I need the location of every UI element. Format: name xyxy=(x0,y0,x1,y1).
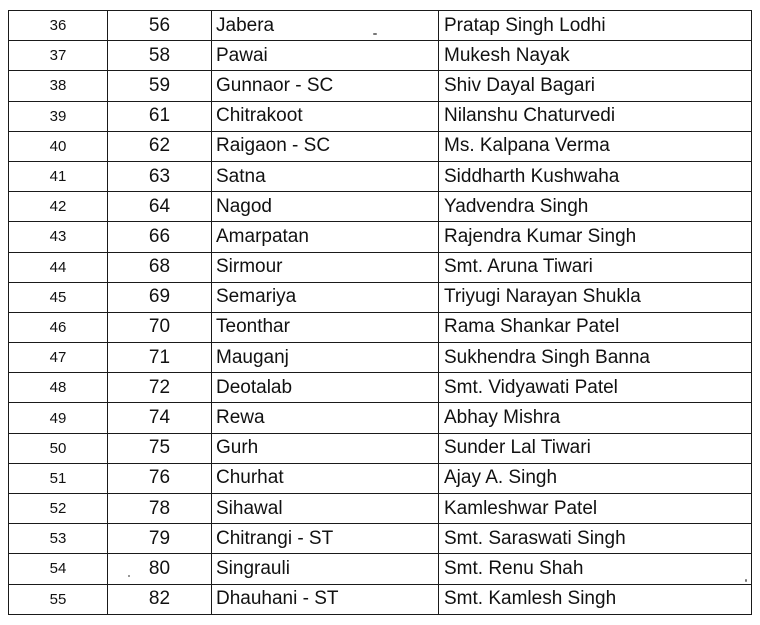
ac-number-cell: 64 xyxy=(108,192,212,222)
ac-number-cell: 71 xyxy=(108,343,212,373)
serial-number-cell: 45 xyxy=(9,282,108,312)
serial-number-cell: 43 xyxy=(9,222,108,252)
table-row xyxy=(9,41,752,71)
scan-speck xyxy=(128,575,130,577)
constituency-cell: Chitrakoot xyxy=(212,101,439,131)
ac-number-cell: 82 xyxy=(108,584,212,614)
ac-number-cell: 79 xyxy=(108,524,212,554)
candidate-name-cell: Abhay Mishra xyxy=(439,403,752,433)
constituency-cell: Rewa xyxy=(212,403,439,433)
serial-number-cell: 44 xyxy=(9,252,108,282)
candidate-name-cell: Sukhendra Singh Banna xyxy=(439,343,752,373)
candidate-name-cell: Kamleshwar Patel xyxy=(439,494,752,524)
ac-number-cell: 56 xyxy=(108,11,212,41)
candidate-name-cell: Siddharth Kushwaha xyxy=(439,161,752,191)
table-row xyxy=(9,71,752,101)
candidate-table xyxy=(8,10,752,615)
constituency-cell: Deotalab xyxy=(212,373,439,403)
constituency-cell: Pawai xyxy=(212,41,439,71)
ac-number-cell: 58 xyxy=(108,41,212,71)
ac-number-cell: 74 xyxy=(108,403,212,433)
ac-number-cell: 66 xyxy=(108,222,212,252)
ac-number-cell: 80 xyxy=(108,554,212,584)
candidate-table-body xyxy=(9,11,752,615)
candidate-name-cell: Shiv Dayal Bagari xyxy=(439,71,752,101)
constituency-cell: Gurh xyxy=(212,433,439,463)
serial-number-cell: 48 xyxy=(9,373,108,403)
serial-number-cell: 49 xyxy=(9,403,108,433)
ac-number-cell: 63 xyxy=(108,161,212,191)
serial-number-cell: 39 xyxy=(9,101,108,131)
table-row xyxy=(9,222,752,252)
table-row xyxy=(9,584,752,614)
constituency-cell: Dhauhani - ST xyxy=(212,584,439,614)
candidate-name-cell: Smt. Saraswati Singh xyxy=(439,524,752,554)
candidate-name-cell: Mukesh Nayak xyxy=(439,41,752,71)
serial-number-cell: 52 xyxy=(9,494,108,524)
ac-number-cell: 59 xyxy=(108,71,212,101)
serial-number-cell: 53 xyxy=(9,524,108,554)
candidate-name-cell: Ajay A. Singh xyxy=(439,463,752,493)
table-row xyxy=(9,433,752,463)
constituency-cell: Satna xyxy=(212,161,439,191)
ac-number-cell: 61 xyxy=(108,101,212,131)
candidate-list-sheet xyxy=(8,10,752,615)
candidate-name-cell: Nilanshu Chaturvedi xyxy=(439,101,752,131)
table-row xyxy=(9,11,752,41)
candidate-name-cell: Triyugi Narayan Shukla xyxy=(439,282,752,312)
serial-number-cell: 38 xyxy=(9,71,108,101)
constituency-cell: Mauganj xyxy=(212,343,439,373)
constituency-cell: Singrauli xyxy=(212,554,439,584)
serial-number-cell: 40 xyxy=(9,131,108,161)
table-row xyxy=(9,373,752,403)
serial-number-cell: 36 xyxy=(9,11,108,41)
candidate-name-cell: Sunder Lal Tiwari xyxy=(439,433,752,463)
serial-number-cell: 55 xyxy=(9,584,108,614)
constituency-cell: Sihawal xyxy=(212,494,439,524)
table-row xyxy=(9,282,752,312)
serial-number-cell: 46 xyxy=(9,312,108,342)
candidate-name-cell: Smt. Vidyawati Patel xyxy=(439,373,752,403)
candidate-name-cell: Pratap Singh Lodhi xyxy=(439,11,752,41)
serial-number-cell: 51 xyxy=(9,463,108,493)
table-row xyxy=(9,101,752,131)
constituency-cell: Semariya xyxy=(212,282,439,312)
constituency-cell: Amarpatan xyxy=(212,222,439,252)
ac-number-cell: 76 xyxy=(108,463,212,493)
scan-speck xyxy=(373,33,377,35)
serial-number-cell: 41 xyxy=(9,161,108,191)
table-row xyxy=(9,343,752,373)
ac-number-cell: 72 xyxy=(108,373,212,403)
serial-number-cell: 47 xyxy=(9,343,108,373)
table-row xyxy=(9,312,752,342)
candidate-name-cell: Smt. Renu Shah xyxy=(439,554,752,584)
serial-number-cell: 37 xyxy=(9,41,108,71)
serial-number-cell: 54 xyxy=(9,554,108,584)
serial-number-cell: 42 xyxy=(9,192,108,222)
table-row xyxy=(9,252,752,282)
ac-number-cell: 68 xyxy=(108,252,212,282)
table-row xyxy=(9,403,752,433)
constituency-cell: Nagod xyxy=(212,192,439,222)
table-row xyxy=(9,463,752,493)
table-row xyxy=(9,192,752,222)
constituency-cell: Teonthar xyxy=(212,312,439,342)
ac-number-cell: 69 xyxy=(108,282,212,312)
candidate-name-cell: Yadvendra Singh xyxy=(439,192,752,222)
constituency-cell: Sirmour xyxy=(212,252,439,282)
constituency-cell: Churhat xyxy=(212,463,439,493)
constituency-cell: Jabera xyxy=(212,11,439,41)
candidate-name-cell: Ms. Kalpana Verma xyxy=(439,131,752,161)
constituency-cell: Chitrangi - ST xyxy=(212,524,439,554)
table-row xyxy=(9,161,752,191)
ac-number-cell: 62 xyxy=(108,131,212,161)
ac-number-cell: 78 xyxy=(108,494,212,524)
candidate-name-cell: Smt. Aruna Tiwari xyxy=(439,252,752,282)
ac-number-cell: 70 xyxy=(108,312,212,342)
table-row xyxy=(9,524,752,554)
candidate-name-cell: Rajendra Kumar Singh xyxy=(439,222,752,252)
table-row xyxy=(9,494,752,524)
constituency-cell: Gunnaor - SC xyxy=(212,71,439,101)
table-row xyxy=(9,131,752,161)
constituency-cell: Raigaon - SC xyxy=(212,131,439,161)
ac-number-cell: 75 xyxy=(108,433,212,463)
candidate-name-cell: Rama Shankar Patel xyxy=(439,312,752,342)
table-row xyxy=(9,554,752,584)
serial-number-cell: 50 xyxy=(9,433,108,463)
candidate-name-cell: Smt. Kamlesh Singh xyxy=(439,584,752,614)
scan-speck xyxy=(745,579,747,582)
